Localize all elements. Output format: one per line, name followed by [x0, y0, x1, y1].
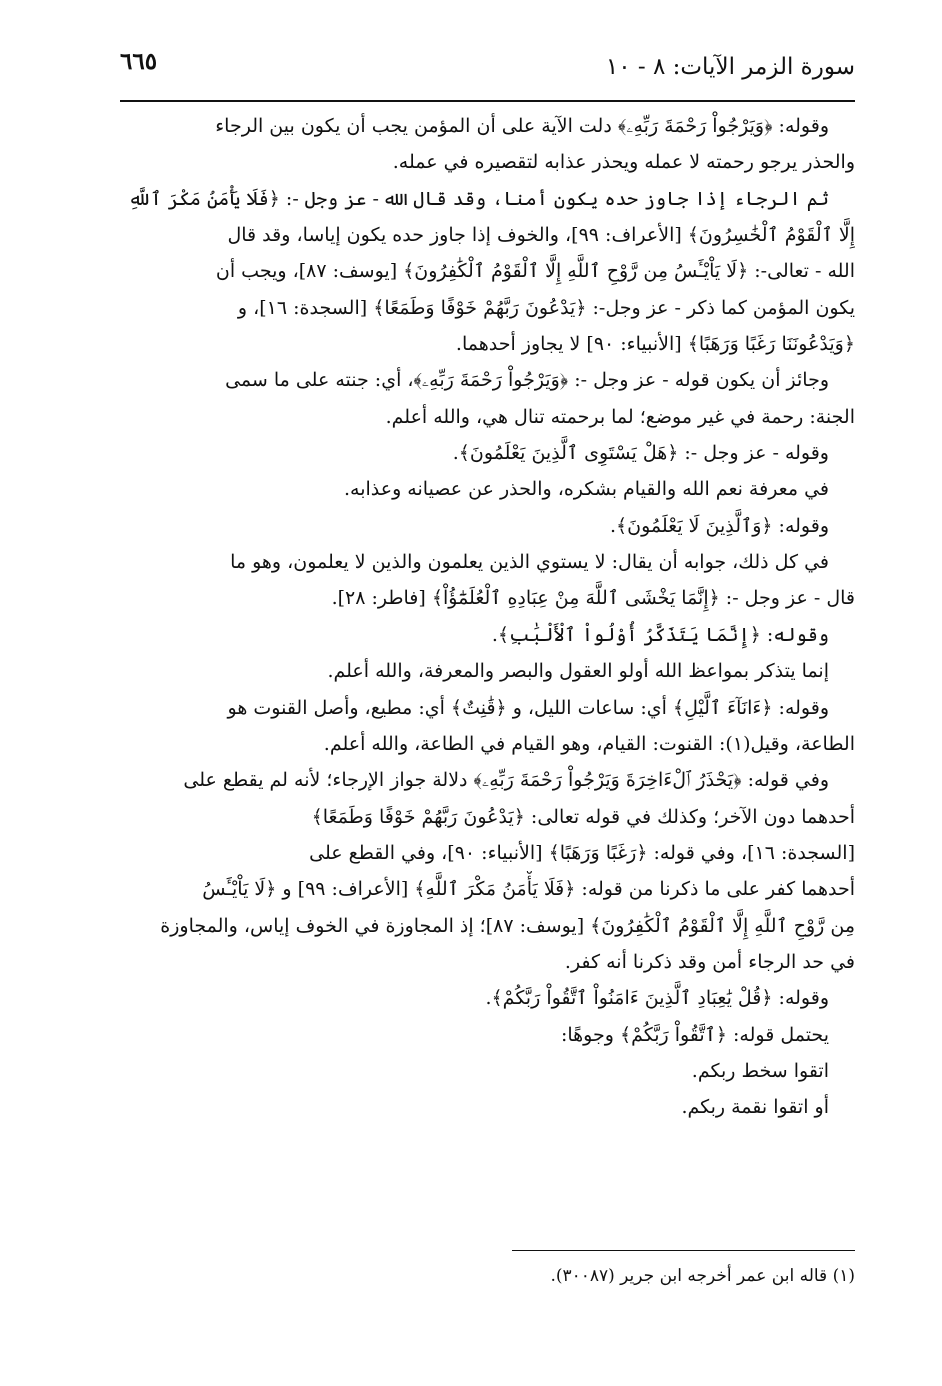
text-line: يكون المؤمن كما ذكر - عز وجل-: ﴿يَدْعُونَ رَبَّهُمْ خَوْفًا وَطَمَعًا﴾ [السجدة: ١٦]، و	[237, 296, 855, 319]
text-line: وقوله - عز وجل -: ﴿هَلْ يَسْتَوِى ٱلَّذِينَ يَعْلَمُونَ﴾.	[452, 442, 829, 465]
text-line: اتقوا سخط ربكم.	[691, 1059, 829, 1082]
text-line: إِلَّا ٱلْقَوْمُ ٱلْخَٰسِرُونَ﴾ [الأعراف: ٩٩]، والخوف إذا جاوز حده يكون إياسا، وقد قال	[227, 224, 855, 247]
text-line: في كل ذلك، جوابه أن يقال: لا يستوي الذين يعلمون والذين لا يعلمون، وهو ما	[230, 551, 829, 574]
page-header	[120, 44, 855, 96]
text-line: أو اتقوا نقمة ربكم.	[681, 1096, 829, 1119]
header-rule	[120, 100, 855, 102]
text-line: ثم الرجاء إذا جاوز حده يكون أمنا، وقد قال الله - عز وجل -: ﴿فَلَا يَأْمَنُ مَكْرَ ٱللَّهِ	[128, 187, 829, 210]
text-line: يحتمل قوله: ﴿ٱتَّقُواْ رَبَّكُمْ﴾ وجوهًا:	[560, 1023, 829, 1046]
text-line: وقوله: ﴿إِنَّمَا يَتَذَكَّرُ أُوْلُواْ ٱلْأَلْبَٰبِ﴾.	[491, 623, 829, 646]
text-line: وقوله: ﴿وَٱلَّذِينَ لَا يَعْلَمُونَ﴾.	[609, 514, 829, 537]
text-line: قال - عز وجل -: ﴿إِنَّمَا يَخْشَى ٱللَّهَ مِنْ عِبَادِهِ ٱلْعُلَمَٰٓؤُاْ﴾ [فاطر: ٢٨].	[331, 587, 855, 610]
text-line: والحذر يرجو رحمته لا عمله ويحذر عذابه لتقصيره في عمله.	[392, 151, 855, 174]
text-line: وفي قوله: ﴿يَحْذَرُ ٱلْءَاخِرَةَ وَيَرْجُواْ رَحْمَةَ رَبِّهِۦ﴾ دلالة جواز الإرجاء؛ لأنه لم يقطع على	[183, 769, 829, 792]
text-line: وقوله: ﴿قُلْ يَٰعِبَادِ ٱلَّذِينَ ءَامَنُواْ ٱتَّقُواْ رَبَّكُمْ﴾.	[485, 987, 829, 1010]
footnote: (١) قاله ابن عمر أخرجه ابن جرير (٣٠٠٨٧).	[550, 1266, 855, 1286]
text-line: وقوله: ﴿ءَانَآءَ ٱلَّيْلِ﴾ أي: ساعات الليل، و ﴿قَٰنِتٌ﴾ أي: مطيع، وأصل القنوت هو	[227, 696, 829, 719]
footnote-rule	[512, 1250, 855, 1251]
text-line: وجائز أن يكون قوله - عز وجل -: ﴿وَيَرْجُواْ رَحْمَةَ رَبِّهِۦ﴾، أي: جنته على ما سمى	[225, 369, 829, 392]
text-line: [السجدة: ١٦]، وفي قوله: ﴿رَغَبًا وَرَهَبًا﴾ [الأنبياء: ٩٠]، وفي القطع على	[309, 841, 855, 864]
text-line: أحدهما دون الآخر؛ وكذلك في قوله تعالى: ﴿يَدْعُونَ رَبَّهُمْ خَوْفًا وَطَمَعًا﴾	[311, 805, 855, 828]
text-line: إنما يتذكر بمواعظ الله أولو العقول والبصر والمعرفة، والله أعلم.	[327, 660, 829, 683]
text-line: وقوله: ﴿وَيَرْجُواْ رَحْمَةَ رَبِّهِۦ﴾ دلت الآية على أن المؤمن يجب أن يكون بين الرجاء	[215, 115, 829, 137]
main-text	[120, 108, 855, 1126]
text-line: أحدهما كفر على ما ذكرنا من قوله: ﴿فَلَا يَأْمَنُ مَكْرَ ٱللَّهِ﴾ [الأعراف: ٩٩] و ﴿لَا يَاْيْـَٔسُ	[202, 878, 855, 901]
text-line: الطاعة، وقيل(١): القنوت: القيام، وهو القيام في الطاعة، والله أعلم.	[323, 732, 855, 755]
text-line: في حد الرجاء أمن وقد ذكرنا أنه كفر.	[564, 950, 855, 973]
text-line: الجنة: رحمة في غير موضع؛ لما برحمته تنال هي، والله أعلم.	[385, 405, 855, 428]
text-line: مِن رَّوْحِ ٱللَّهِ إِلَّا ٱلْقَوْمُ ٱلْكَٰفِرُونَ﴾ [يوسف: ٨٧]؛ إذ المجاوزة في الخوف إياس، والمجاوزة	[160, 914, 855, 937]
text-line: ﴿وَيَدْعُونَنَا رَغَبًا وَرَهَبًا﴾ [الأنبياء: ٩٠] لا يجاوز أحدهما.	[455, 333, 855, 356]
text-line: الله - تعالى-: ﴿لَا يَاْيْـَٔسُ مِن رَّوْحِ ٱللَّهِ إِلَّا ٱلْقَوْمُ ٱلْكَٰفِرُونَ﴾ [يوسف: ٨٧]، ويجب أن	[215, 260, 855, 283]
page-number: ٦٦٥	[120, 48, 158, 75]
running-title: سورة الزمر الآيات: ٨ - ١٠	[605, 54, 855, 80]
text-line: في معرفة نعم الله والقيام بشكره، والحذر عن عصيانه وعذابه.	[343, 478, 829, 501]
